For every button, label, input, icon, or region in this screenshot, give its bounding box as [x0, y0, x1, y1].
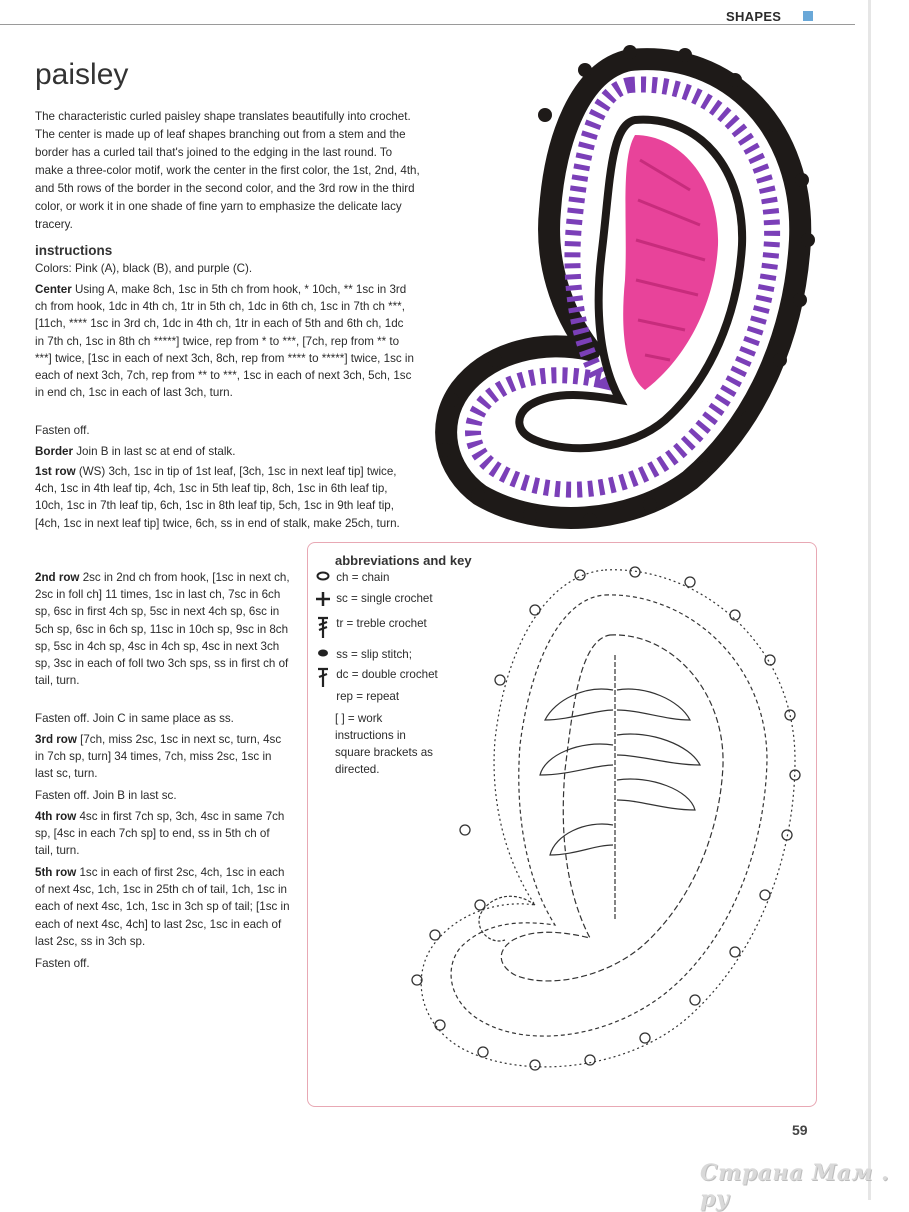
center-text: Using A, make 8ch, 1sc in 5th ch from hook, * 10ch, ** 1sc in 3rd ch from hook, 1dc in 4th ch, 1tr in 5th ch, 1dc in 6th ch, 1sc in 7th ch ***, [11ch, **** 1sc in 3rd ch, 1dc in 4th ch, 1tr in each of 5th and 6th ch, 1dc in 7th ch, 1sc in 8th ch *****] twice, rep from * to ***, [7ch, rep from ** to ***] twice, [1sc in each of next 3ch, 8ch, rep from **** to *****] twice, 1sc in each of next 3ch, 7ch, rep from ** to ***, 1sc in each of next 3ch, 5ch, 1sc in end ch, 1sc in each of last 3ch, turn. [35, 283, 414, 400]
diagram-inner-row [501, 635, 723, 981]
center-label: Center [35, 283, 72, 296]
diagram-tail-curl [479, 896, 535, 941]
bracket-note: [ ] = work instructions in square brackets as directed. [335, 712, 433, 776]
row4-label: 4th row [35, 810, 77, 823]
row5-instructions [35, 864, 290, 950]
pink-center-leaves [623, 135, 718, 390]
diagram-outer-edge [421, 570, 795, 1067]
instructions-heading: instructions [35, 243, 113, 258]
row3-instructions [35, 731, 290, 783]
key-title: abbreviations and key [335, 553, 472, 568]
page-number: 59 [792, 1122, 808, 1138]
key-item-repeat: rep = repeat [336, 690, 400, 703]
key-item-slip-stitch: ss = slip stitch; [313, 647, 412, 663]
row2-instructions [35, 569, 290, 689]
fasten-off-1: Fasten off. [35, 424, 90, 437]
border-instructions [35, 443, 415, 460]
crochet-stitch-diagram [405, 560, 810, 1090]
single-crochet-symbol-icon [313, 591, 333, 612]
center-instructions [35, 281, 415, 401]
key-item-treble-crochet: tr = treble crochet [313, 616, 427, 645]
site-watermark: Страна Мам . ру [700, 1160, 890, 1212]
diagram-picots [412, 567, 800, 1070]
fasten-off-3: Fasten off. Join B in last sc. [35, 789, 177, 802]
diagram-leaf-6 [550, 824, 613, 855]
section-label: SHAPES [726, 9, 782, 24]
key-item-chain: ch = chain [313, 570, 389, 586]
row2-text: 2sc in 2nd ch from hook, [1sc in next ch, 2sc in foll ch] 11 times, 1sc in last ch, 7sc in 6ch sp, 6sc in first 4ch sp, 5sc in next 4ch sp, 6sc in 5ch sp, 6sc in 6ch sp, 11sc in 10ch sp, 9sc in 8ch sp, 5sc in 4ch sp, 4sc in 4ch sp, 4sc in next 3ch sp, 3sc in each of foll two 3ch sps, ss in first ch of tail, turn. [35, 571, 290, 688]
diagram-leaf-4 [545, 689, 613, 720]
fasten-off-4: Fasten off. [35, 957, 90, 970]
row1-text: (WS) 3ch, 1sc in tip of 1st leaf, [3ch, 1sc in next leaf tip] twice, 4ch, 1sc in 4th leaf tip, 4ch, 1sc in 5th leaf tip, 8ch, 1sc in 6th leaf tip, 10ch, 1sc in 7th leaf tip, 6ch, 1sc in 8th leaf tip, 5ch, 1sc in 9th leaf tip, [4ch, 1sc in next leaf tip] twice, 6ch, ss in end of stalk, make 25ch, turn. [35, 465, 400, 530]
section-square-icon [803, 11, 813, 21]
key-item-single-crochet: sc = single crochet [313, 591, 433, 612]
row1-label: 1st row [35, 465, 76, 478]
row3-text: [7ch, miss 2sc, 1sc in next sc, turn, 4sc in 7ch sp, turn] 34 times, 7ch, miss 2sc, 1sc in last sc, turn. [35, 733, 282, 781]
key-item-double-crochet: dc = double crochet [313, 667, 438, 694]
treble-crochet-symbol-icon [313, 616, 333, 645]
page-title: paisley [35, 58, 129, 91]
diagram-leaf-3 [617, 779, 695, 810]
row2-label: 2nd row [35, 571, 80, 584]
paisley-motif-photo [430, 40, 850, 540]
page-edge [868, 0, 871, 1200]
row4-text: 4sc in first 7ch sp, 3ch, 4sc in same 7ch sp, [4sc in each 7ch sp] to end, ss in 5th ch of tail, turn. [35, 810, 285, 858]
slip-stitch-symbol-icon [313, 647, 333, 663]
row4-instructions [35, 808, 290, 860]
header-rule [0, 24, 855, 25]
diagram-leaf-5 [540, 744, 613, 775]
row5-label: 5th row [35, 866, 77, 879]
diagram-border-row [451, 595, 767, 1036]
diagram-leaf-1 [617, 689, 690, 720]
row5-text: 1sc in each of first 2sc, 4ch, 1sc in each of next 4sc, 1ch, 1sc in 25th ch of tail, 1ch, 1sc in each of next 4sc, 1ch, 1sc in 3ch sp of tail; [1sc in each of next 4sc, 4ch] to last 2sc, 1sc in each of last 2sc, ss in 3ch sp. [35, 866, 290, 948]
colors-line: Colors: Pink (A), black (B), and purple (C). [35, 262, 253, 275]
row1-instructions [35, 463, 415, 532]
diagram-leaf-2 [617, 734, 700, 765]
intro-paragraph: The characteristic curled paisley shape translates beautifully into crochet. The center is made up of leaf shapes branching out from a stem and the border has a curled tail that's joined to the edging in the last round. To make a three-color motif, work the center in the first color, the 1st, 2nd, 4th, and 5th rows of the border in the second color, and the 3rd row in the third color, or work it in one shade of fine yarn to emphasize the delicate lacy tracery. [35, 110, 420, 231]
row3-label: 3rd row [35, 733, 77, 746]
chain-symbol-icon [313, 570, 333, 586]
border-label: Border [35, 445, 74, 458]
border-text: Join B in last sc at end of stalk. [76, 445, 236, 458]
fasten-off-2: Fasten off. Join C in same place as ss. [35, 712, 234, 725]
